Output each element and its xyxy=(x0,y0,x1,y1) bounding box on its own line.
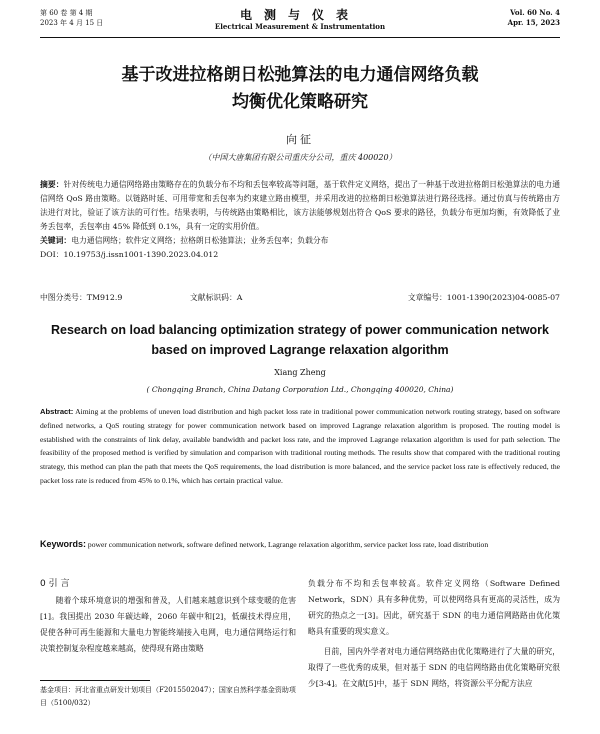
abstract-cn xyxy=(40,178,560,262)
intro-right-column xyxy=(308,576,560,696)
keywords-cn-label: 关键词： xyxy=(40,236,72,245)
author-cn: 向征 xyxy=(286,133,314,146)
footnote-rule xyxy=(40,680,150,681)
title-en-line1: Research on load balancing optimization strategy of power communication network xyxy=(51,323,549,337)
title-cn-line2: 均衡优化策略研究 xyxy=(232,92,368,112)
journal-header xyxy=(40,8,560,36)
author-en: Xiang Zheng xyxy=(274,368,326,377)
intro-right-paragraph-2: 目前，国内外学者对电力通信网络路由优化策略进行了大量的研究，取得了一些优秀的成果，但对基于 SDN 的电信网络路由优化策略研究很少[3-4]。在文献[5]中，基于 SDN 网络，将资源公平分配方法应 xyxy=(308,647,560,688)
keywords-en-text: power communication network, software defined network, Lagrange relaxation algorithm, service packet loss rate, load distribution xyxy=(86,540,489,549)
journal-name-cn: 电测与仪表 xyxy=(239,8,360,22)
clc-number: 中图分类号：TM912.9 xyxy=(40,293,123,302)
paper-title-en xyxy=(40,320,560,360)
title-cn-line1: 基于改进拉格朗日松弛算法的电力通信网络负载 xyxy=(121,65,479,85)
volume-issue-en: Vol. 60 No. 4 xyxy=(510,8,560,17)
keywords-cn-text: 电力通信网络；软件定义网络；拉格朗日松弛算法；业务丢包率；负载分布 xyxy=(71,236,329,245)
article-number: 文章编号：1001-1390(2023)04-0085-07 xyxy=(407,293,560,302)
abstract-cn-label: 摘要： xyxy=(40,180,64,189)
keywords-cn xyxy=(40,234,560,248)
journal-name-en: Electrical Measurement & Instrumentation xyxy=(214,22,386,31)
issue-date-cn: 2023 年 4 月 15 日 xyxy=(40,19,104,27)
document-code: 文献标识码：A xyxy=(190,293,243,302)
header-rule xyxy=(40,37,560,38)
abstract-cn-text: 针对传统电力通信网络路由策略存在的负载分布不均和丢包率较高等问题，基于软件定义网络，提出了一种基于改进拉格朗日松弛算法的电力通信网络 QoS 路由策略。以链路时延、可用带宽和丢包率为约束建立路由模型，并采用改进的拉格朗日松弛算法进行路径选择。通过仿真与传统路由方法进行对比，验证了该方法的可行性。结果表明，与传统路由策略相比，该方法能够规划出符合 QoS 要求的路径，负载分布更加均衡，有效降低了业务丢包率，丢包率由 45% 降低到 0.1%，具有一定的实用价值。 xyxy=(40,180,560,231)
header-right xyxy=(508,8,560,28)
funding-footnote: 基金项目：河北省重点研发计划项目（F2015502047）；国家自然科学基金资助项目（5100/032） xyxy=(40,686,296,707)
abstract-en-label: Abstract: xyxy=(40,407,74,416)
keywords-en xyxy=(40,538,560,552)
affiliation-en: ( Chongqing Branch, China Datang Corporation Ltd., Chongqing 400020, China) xyxy=(146,385,454,394)
section-heading-intro: 0 引 言 xyxy=(40,579,70,589)
doi: DOI：10.19753/j.issn1001-1390.2023.04.012 xyxy=(40,250,219,259)
volume-issue: 第 60 卷 第 4 期 xyxy=(40,9,93,17)
intro-left-column: 随着个球环境意识的增强和普及，人们越来越意识到个球变暖的危害[1]。我国提出 2030 年碳达峰，2060 年碳中和[2]，低碳技术得应用，促使各种可再生能源和大量电力智能终端接入电网，电力通信网络运行和决策控制复杂程度越来越高，使得现有路由策略 xyxy=(40,596,296,653)
keywords-en-label: Keywords: xyxy=(40,539,87,549)
paper-title-cn xyxy=(40,62,560,116)
intro-right-paragraph-1: 负载分布不均和丢包率较高。软件定义网络（Software Defined Network，SDN）具有多种优势，可以使网络具有更高的灵活性，成为研究的热点之一[3]。因此，研究基于 SDN 的电力通信网路路由优化策略具有重要的现实意义。 xyxy=(308,579,560,636)
header-center xyxy=(40,8,560,32)
issue-date-en: Apr. 15, 2023 xyxy=(507,18,560,27)
title-en-line2: based on improved Lagrange relaxation algorithm xyxy=(151,343,449,357)
abstract-en xyxy=(40,405,560,488)
abstract-en-text: Aiming at the problems of uneven load distribution and high packet loss rate in traditional power communication network routing strategy, based on software defined networks, a QoS routing strategy for power communication network based on improved Lagrange relaxation algorithm is proposed. The routing model is established with the constraints of link delay, available bandwidth and packet loss rate, and the improved Lagrange relaxation algorithm is used for path selection. The feasibility of the proposed method is verified by simulation and comparison with traditional routing methods. The results show that compared with the traditional routing strategy, this method can plan the path that meets the QoS requirements, the load distribution is more balanced, and the service packet loss rate is effectively reduced, the packet loss rate is reduced from 45% to 0.1%, which has certain practical value. xyxy=(40,407,560,485)
affiliation-cn: （中国大唐集团有限公司重庆分公司，重庆 400020） xyxy=(203,153,397,162)
